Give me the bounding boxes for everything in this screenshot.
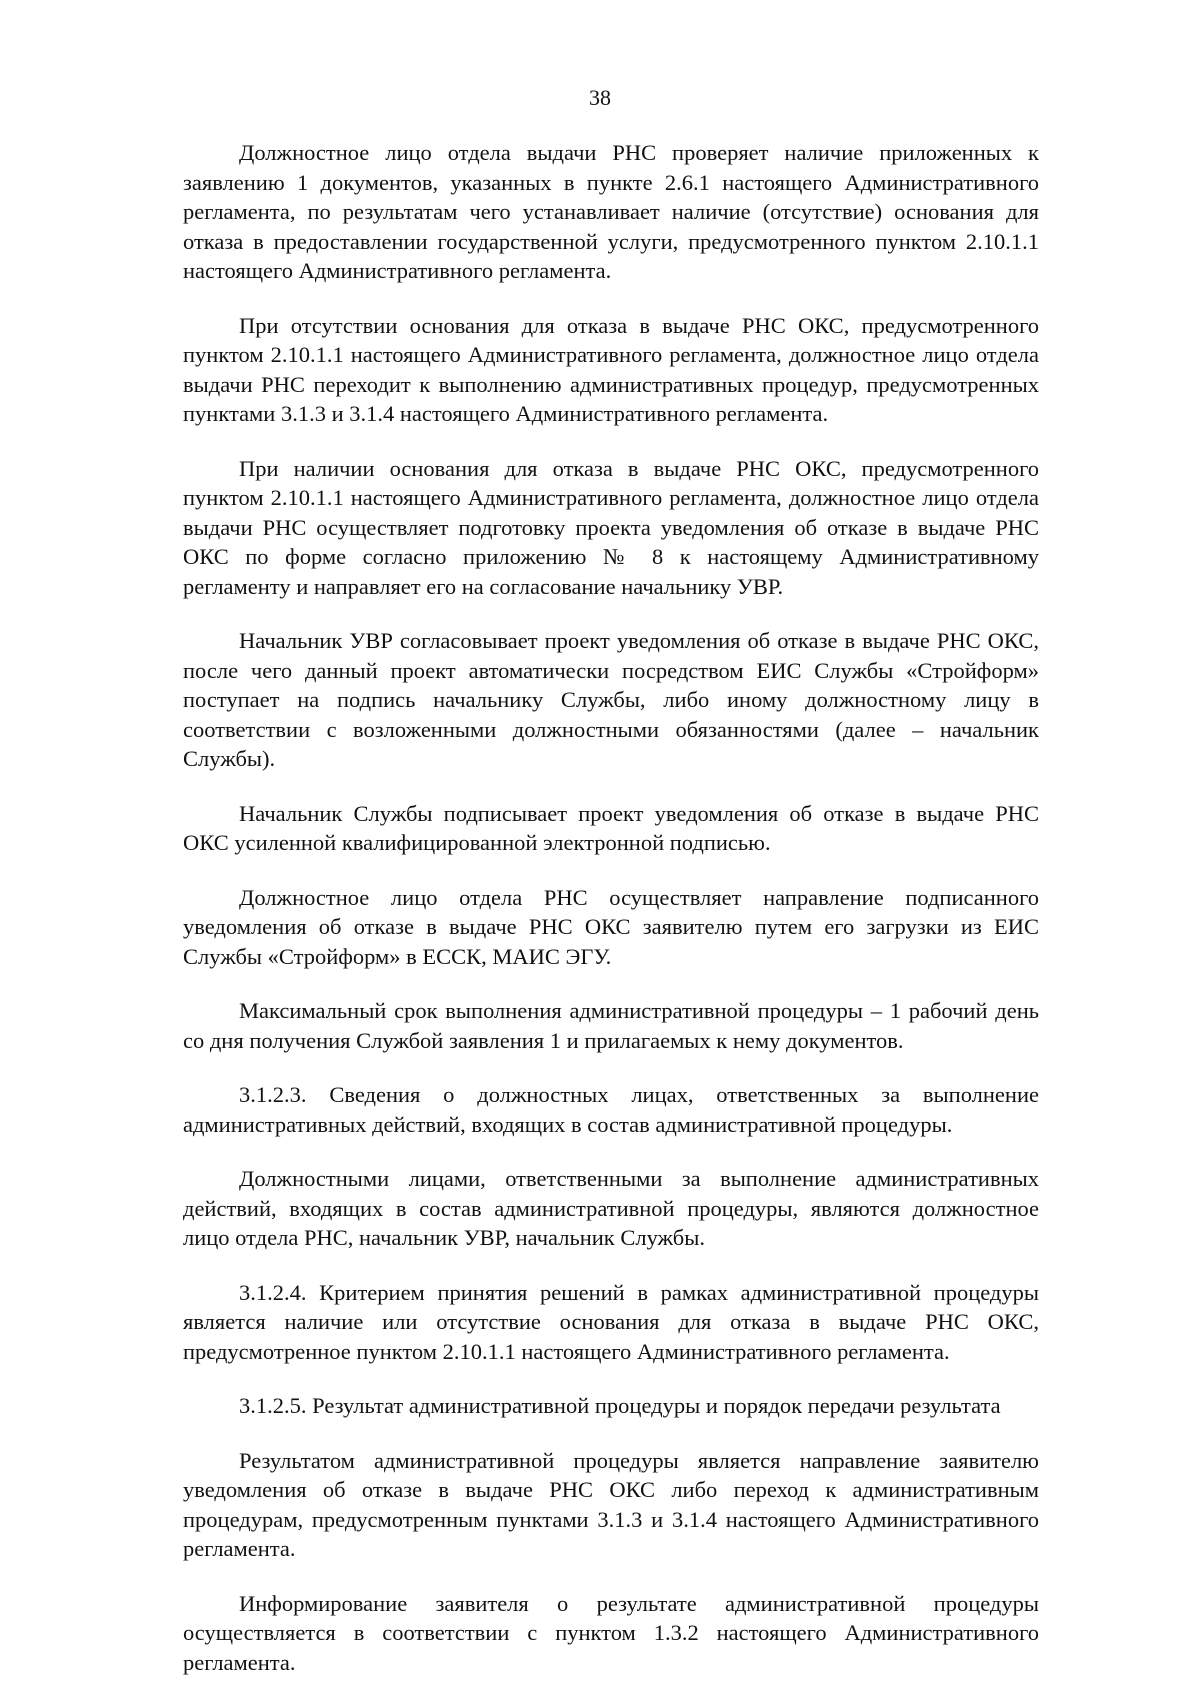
- paragraph-no-refusal-grounds: При отсутствии основания для отказа в выдаче РНС ОКС, предусмотренного пунктом 2.10.1.1 настоящего Административного регламента, должностное лицо отдела выдачи РНС переходит к выполнению административных процедур, предусмотренных пунктами 3.1.3 и 3.1.4 настоящего Административного регламента.: [183, 312, 1039, 426]
- paragraph-informing-applicant: Информирование заявителя о результате административной процедуры осуществляется в соответствии с пунктом 1.3.2 настоящего Административного регламента.: [183, 1590, 1039, 1675]
- paragraph-uvr-approval: Начальник УВР согласовывает проект уведомления об отказе в выдаче РНС ОКС, после чего данный проект автоматически посредством ЕИС Службы «Стройформ» поступает на подпись начальнику Службы, либо иному должностному лицу в соответствии с возложенными должностными обязанностями (далее – начальник Службы).: [183, 628, 1039, 771]
- paragraph-section-3-1-2-5: 3.1.2.5. Результат административной процедуры и порядок передачи результата: [239, 1393, 1001, 1418]
- paragraph-section-3-1-2-3: 3.1.2.3. Сведения о должностных лицах, ответственных за выполнение административных действий, входящих в состав административной процедуры.: [183, 1082, 1039, 1137]
- page-number: 38: [589, 85, 611, 110]
- paragraph-notification-sending: Должностное лицо отдела РНС осуществляет направление подписанного уведомления об отказе в выдаче РНС ОКС заявителю путем его загрузки из ЕИС Службы «Стройформ» в ЕССК, МАИС ЭГУ.: [183, 884, 1039, 969]
- paragraph-document-check: Должностное лицо отдела выдачи РНС проверяет наличие приложенных к заявлению 1 документов, указанных в пункте 2.6.1 настоящего Административного регламента, по результатам чего устанавливает наличие (отсутствие) основания для отказа в предоставлении государственной услуги, предусмотренного пунктом 2.10.1.1 настоящего Административного регламента.: [183, 140, 1039, 283]
- paragraph-section-3-1-2-4: 3.1.2.4. Критерием принятия решений в рамках административной процедуры является наличие или отсутствие основания для отказа в выдаче РНС ОКС, предусмотренное пунктом 2.10.1.1 настоящего Административного регламента.: [183, 1279, 1039, 1364]
- paragraph-refusal-grounds: При наличии основания для отказа в выдаче РНС ОКС, предусмотренного пунктом 2.10.1.1 настоящего Административного регламента, должностное лицо отдела выдачи РНС осуществляет подготовку проекта уведомления об отказе в выдаче РНС ОКС по форме согласно приложению № 8 к настоящему Административному регламенту и направляет его на согласование начальнику УВР.: [183, 455, 1039, 599]
- paragraph-signature: Начальник Службы подписывает проект уведомления об отказе в выдаче РНС ОКС усиленной квалифицированной электронной подписью.: [183, 800, 1039, 855]
- paragraph-max-term: Максимальный срок выполнения административной процедуры – 1 рабочий день со дня получения Службой заявления 1 и прилагаемых к нему документов.: [183, 998, 1039, 1053]
- document-body: [183, 138, 1039, 1702]
- paragraph-responsible-officials: Должностными лицами, ответственными за выполнение административных действий, входящих в состав административной процедуры, являются должностное лицо отдела РНС, начальник УВР, начальник Службы.: [183, 1166, 1039, 1250]
- paragraph-procedure-result: Результатом административной процедуры является направление заявителю уведомления об отказе в выдаче РНС ОКС либо переход к административным процедурам, предусмотренным пунктами 3.1.3 и 3.1.4 настоящего Административного регламента.: [183, 1447, 1039, 1561]
